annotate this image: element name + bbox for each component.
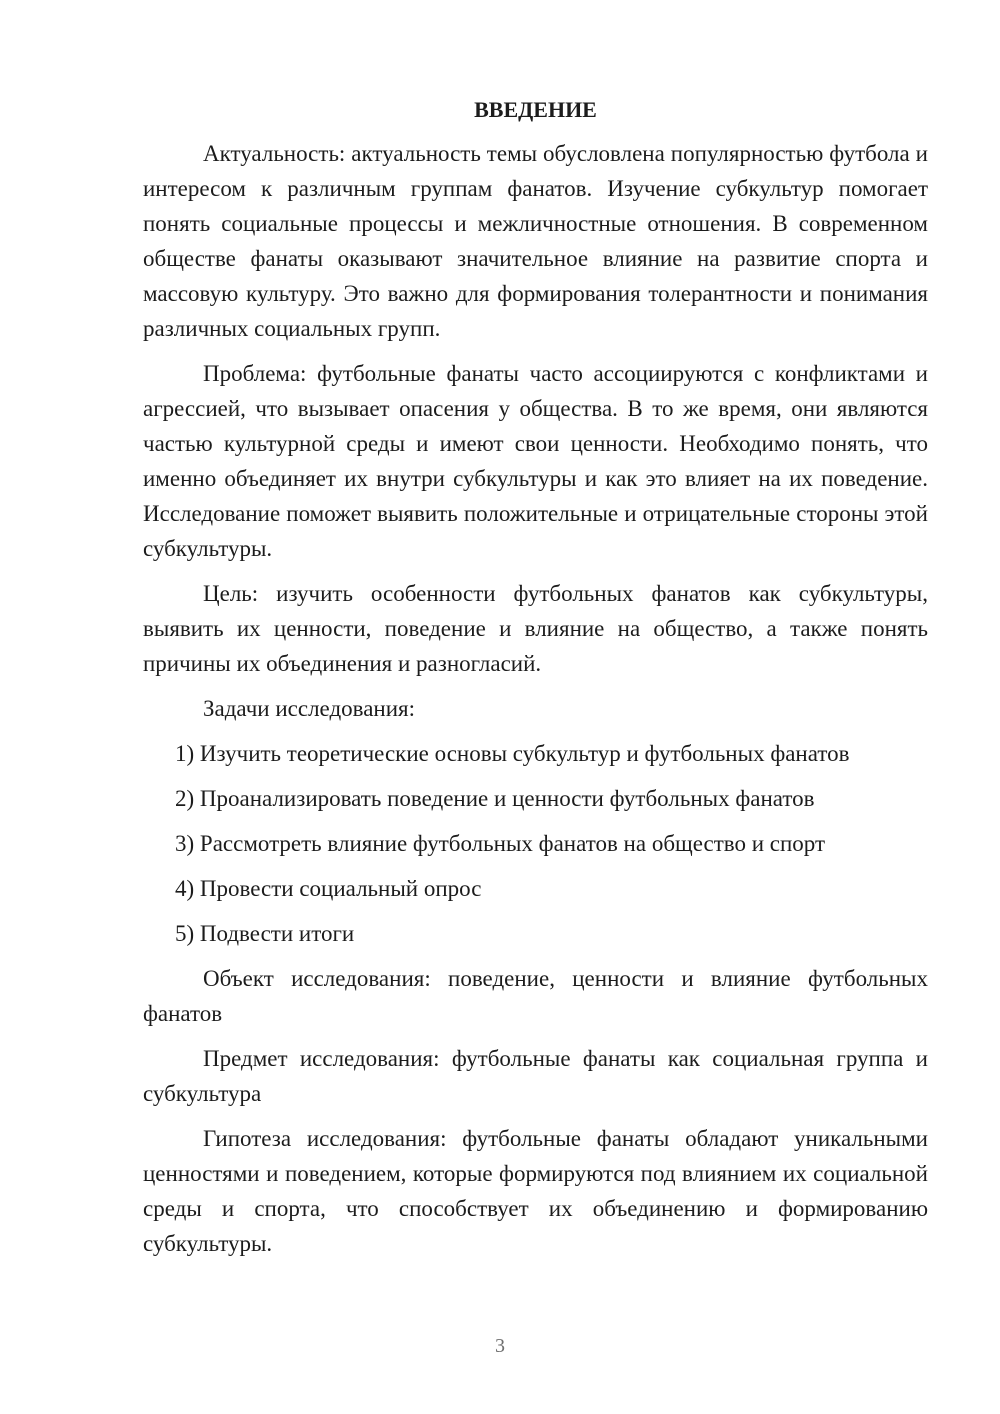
paragraph-goal: Цель: изучить особенности футбольных фанатов как субкультуры, выявить их ценности, поведение и влияние на общество, а также понять причины их объединения и разногласий.: [143, 581, 928, 676]
page-number: 3: [495, 1335, 505, 1357]
task-item: 1) Изучить теоретические основы субкультур и футбольных фанатов: [175, 741, 850, 766]
paragraph-problem: Проблема: футбольные фанаты часто ассоциируются с конфликтами и агрессией, что вызывает опасения у общества. В то же время, они являются частью культурной среды и имеют свои ценности. Необходимо понять, что именно объединяет их внутри субкультуры и как это влияет на их поведение. Исследование поможет выявить положительные и отрицательные стороны этой субкультуры.: [143, 361, 928, 561]
page-content: [143, 94, 928, 1271]
task-item: 5) Подвести итоги: [175, 921, 355, 946]
paragraph-relevance: Актуальность: актуальность темы обусловлена популярностью футбола и интересом к различным группам фанатов. Изучение субкультур помогает понять социальные процессы и межличностные отношения. В современном обществе фанаты оказывают значительное влияние на развитие спорта и массовую культуру. Это важно для формирования толерантности и понимания различных социальных групп.: [143, 141, 928, 341]
task-list: [143, 736, 928, 951]
task-item: 2) Проанализировать поведение и ценности футбольных фанатов: [175, 786, 815, 811]
task-item: 3) Рассмотреть влияние футбольных фанатов на общество и спорт: [175, 831, 826, 856]
task-item: 4) Провести социальный опрос: [175, 876, 482, 901]
paragraph-hypothesis: Гипотеза исследования: футбольные фанаты обладают уникальными ценностями и поведением, которые формируются под влиянием их социальной среды и спорта, что способствует их объединению и формированию субкультуры.: [143, 1126, 928, 1256]
tasks-heading: Задачи исследования:: [203, 696, 416, 721]
paragraph-object: Объект исследования: поведение, ценности и влияние футбольных фанатов: [143, 966, 928, 1026]
paragraph-subject: Предмет исследования: футбольные фанаты как социальная группа и субкультура: [143, 1046, 928, 1106]
page-title: ВВЕДЕНИЕ: [474, 97, 597, 122]
